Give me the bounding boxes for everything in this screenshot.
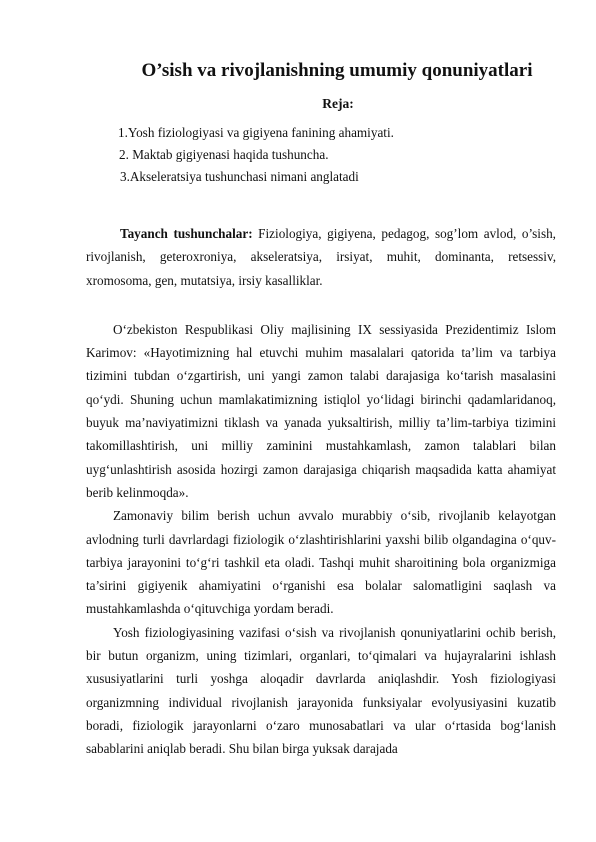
keywords-label: Tayanch tushunchalar: [120, 226, 253, 241]
document-body [86, 222, 556, 761]
keywords-text: Fiziologiya, gigiyena, pedagog, sog’lom avlod, o’sish, rivojlanish, geteroxroniya, akseleratsiya, irsiyat, muhit, dominanta, retsessiv, xromosoma, gen, mutatsiya, irsiy kasalliklar. [86, 226, 556, 288]
document-title: O’sish va rivojlanishning umumiy qonuniyatlari [141, 60, 533, 81]
keywords-paragraph [86, 222, 556, 292]
plan-item: 2. Maktab gigiyenasi haqida tushuncha. [119, 147, 329, 162]
plan-list [118, 122, 538, 188]
body-paragraph: Zamonaviy bilim berish uchun avvalo murabbiy o‘sib, rivojlanib kelayotgan avlodning turli davrlardagi fiziologik o‘zlashtirishlarini yaxshi bilib olgandagina o‘quv-tarbiya jarayonini to‘g‘ri tashkil eta oladi. Tashqi muhit sharoitining bola organizmiga ta’sirini gigiyenik ahamiyatini o‘rganishi esa bolalar salomatligini saqlash va mustahkamlashda o‘qituvchiga yordam beradi. [86, 508, 556, 617]
paragraph-gap [86, 292, 556, 318]
body-paragraph: O‘zbekiston Respublikasi Oliy majlisining IX sessiyasida Prezidentimiz Islom Karimov: «Hayotimizning hal etuvchi muhim masalalari qatorida ta’lim va tarbiya tizimini tubdan o‘zgartirish, uni yangi zamon talabi darajasiga ko‘tarish masalasini qo‘ydi. Shuning uchun mamlakatimizning istiqlol yo‘lidagi birinchi qadamlaridanoq, buyuk ma’naviyatimizni tiklash va yanada yuksaltirish, milliy ta’lim-tarbiya tizimini takomillashtirish, uni milliy zaminini mustahkamlash, zamon talablari bilan uyg‘unlashtirish asosida hozirgi zamon darajasiga chiqarish maqsadida katta ahamiyat berib kelinmoqda». [86, 321, 556, 500]
plan-item: 1.Yosh fiziologiyasi va gigiyena fanining ahamiyati. [118, 125, 394, 140]
body-paragraph: Yosh fiziologiyasining vazifasi o‘sish va rivojlanish qonuniyatlarini ochib berish, bir butun organizm, uning tizimlari, organlari, to‘qimalari va hujayralarini ishlash xususiyatlarini turli yoshga aloqadir davrlarda aniqlashdir. Yosh fiziologiyasi organizmning individual rivojlanish jarayonida funksiyalar evolyusiyasini kuzatib boradi, fiziologik jarayonlarni o‘zaro munosabatlari va ular o‘rtasida bog‘lanish sabablarini aniqlab beradi. Shu bilan birga yuksak darajada [86, 624, 556, 757]
plan-label: Reja: [322, 96, 354, 111]
plan-item: 3.Akseleratsiya tushunchasi nimani anglatadi [120, 169, 359, 184]
